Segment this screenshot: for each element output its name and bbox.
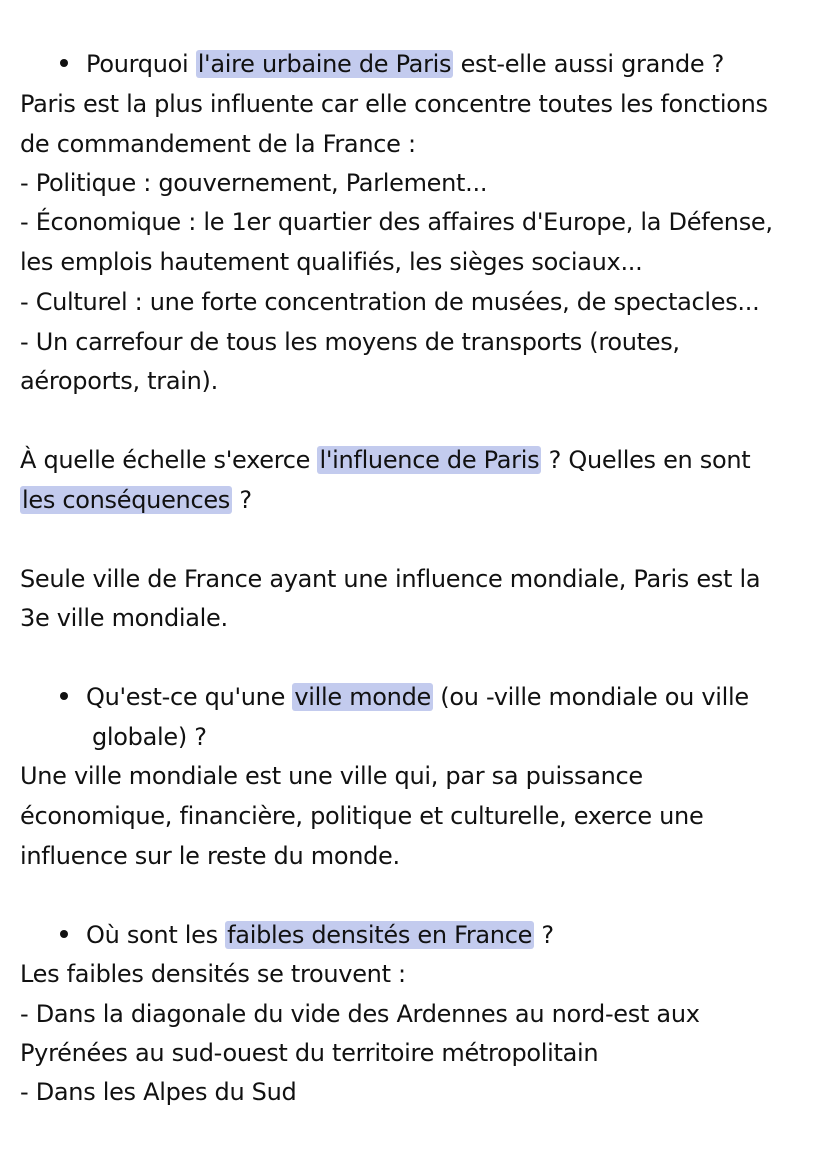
text-line: économique, financière, politique et culturelle, exerce une — [20, 802, 704, 830]
text-line: Seule ville de France ayant une influence mondiale, Paris est la — [20, 565, 761, 593]
question-text: ? Quelles en sont — [541, 446, 751, 474]
question-paris-influence-line2 — [20, 480, 252, 520]
highlight-term: ville monde — [294, 683, 431, 711]
question-text: ? — [534, 921, 554, 949]
question-text: (ou -ville mondiale ou ville — [432, 683, 749, 711]
question-text: Pourquoi — [86, 50, 196, 78]
question-text: Où sont les — [86, 921, 226, 949]
text-line: - Dans la diagonale du vide des Ardennes au nord-est aux — [20, 1000, 700, 1028]
bullet-icon — [60, 59, 68, 67]
text-line: - Économique : le 1er quartier des affaires d'Europe, la Défense, — [20, 208, 773, 236]
bullet-icon — [60, 692, 68, 700]
question-world-city-line2: globale) ? — [92, 723, 207, 751]
question-paris-influence — [20, 440, 750, 480]
question-paris-urban-area — [60, 44, 724, 84]
question-world-city — [60, 677, 749, 717]
text-line: Les faibles densités se trouvent : — [20, 960, 406, 988]
text-line: aéroports, train). — [20, 367, 218, 395]
bullet-icon — [60, 930, 68, 938]
text-line: - Dans les Alpes du Sud — [20, 1078, 297, 1106]
text-line: - Politique : gouvernement, Parlement... — [20, 169, 488, 197]
highlight-term: les conséquences — [22, 486, 231, 514]
question-low-densities — [60, 915, 554, 955]
text-line: influence sur le reste du monde. — [20, 842, 400, 870]
text-line: de commandement de la France : — [20, 130, 416, 158]
text-line: 3e ville mondiale. — [20, 604, 228, 632]
highlight-term: faibles densités en France — [227, 921, 533, 949]
text-line: - Un carrefour de tous les moyens de transports (routes, — [20, 328, 680, 356]
text-line: les emplois hautement qualifiés, les sièges sociaux... — [20, 248, 643, 276]
question-text: est-elle aussi grande ? — [453, 50, 725, 78]
question-text: Qu'est-ce qu'une — [86, 683, 293, 711]
highlight-term: l'aire urbaine de Paris — [197, 50, 452, 78]
text-line: Pyrénées au sud-ouest du territoire métropolitain — [20, 1039, 599, 1067]
highlight-term: l'influence de Paris — [319, 446, 540, 474]
text-line: Une ville mondiale est une ville qui, par sa puissance — [20, 762, 643, 790]
text-line: Paris est la plus influente car elle concentre toutes les fonctions — [20, 90, 768, 118]
question-text: À quelle échelle s'exerce — [20, 446, 318, 474]
question-text: ? — [232, 486, 252, 514]
text-line: - Culturel : une forte concentration de musées, de spectacles... — [20, 288, 760, 316]
